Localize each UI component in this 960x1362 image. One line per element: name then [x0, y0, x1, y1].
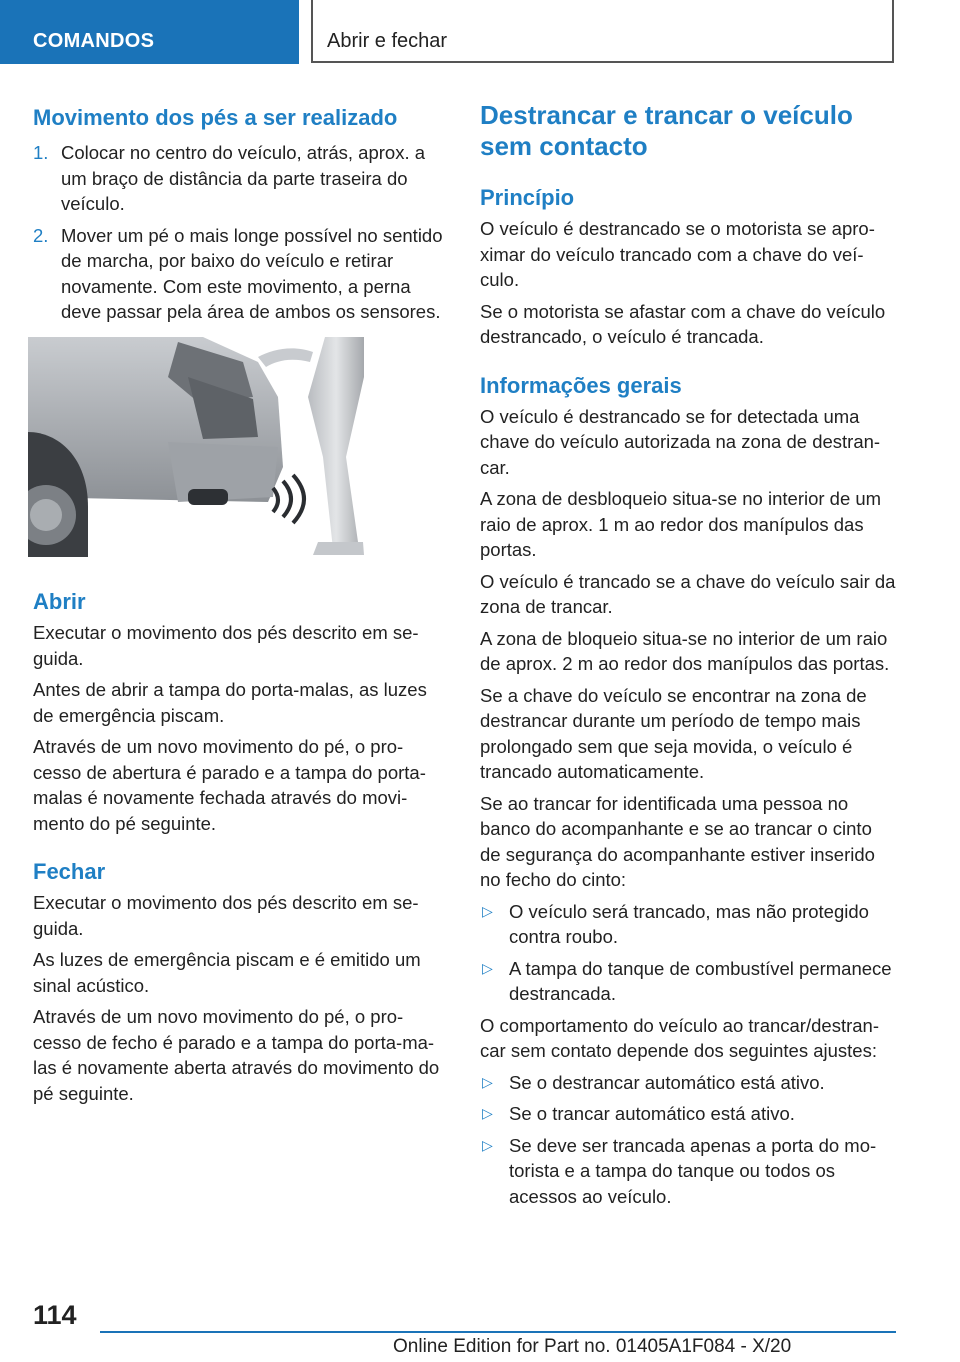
principio-paragraph-2: Se o motorista se afastar com a chave do veículo destrancado, o veículo é trancada.: [480, 300, 886, 347]
abrir-paragraph-1: Executar o movimento dos pés descrito em seguida.: [33, 622, 419, 669]
step-text: Mover um pé o mais longe possível no sentido de marcha, por baixo do veículo e retirar novamente. Com este movimento, a perna deve passar pela área de ambos os sensores.: [61, 224, 443, 322]
bullet-text: Se o destrancar automático está ativo.: [509, 1071, 825, 1093]
car-rear-foot-illustration: [28, 337, 364, 557]
heading-keyless-entry: Destrancar e trancar o veículo sem contacto: [480, 100, 853, 161]
fechar-paragraph-2: As luzes de emergência piscam e é emitido um sinal acústico.: [33, 949, 421, 996]
bullet-text: Se o trancar automático está ativo.: [509, 1103, 795, 1124]
fechar-paragraph-3: Através de um novo movimento do pé, o processo de fecho é parado e a tampa do porta-malas é novamente aberta através do movimento do pé seguinte.: [33, 1006, 440, 1104]
bullet-text: Se deve ser trancada apenas a porta do motorista e a tampa do tanque ou todos os acessos ao veículo.: [509, 1134, 877, 1207]
heading-principio: Princípio: [480, 185, 575, 210]
bullet-text: O veículo será trancado, mas não protegido contra roubo.: [509, 900, 869, 947]
principio-paragraph-1: O veículo é destrancado se o motorista se aproximar do veículo trancado com a chave do veículo.: [480, 218, 875, 290]
info-paragraph-3: O veículo é trancado se a chave do veículo sair da zona de trancar.: [480, 570, 896, 617]
abrir-paragraph-2: Antes de abrir a tampa do porta-malas, as luzes de emergência piscam.: [33, 679, 427, 726]
steps-list: [33, 140, 443, 325]
info-paragraph-6: Se ao trancar for identificada uma pessoa no banco do acompanhante e se ao trancar o cinto de segurança do acompanhante estiver inserido no fecho do cinto:: [480, 792, 875, 890]
step-number: 2.: [33, 224, 49, 246]
header-section-tab: [0, 0, 299, 64]
info-paragraph-1: O veículo é destrancado se for detectada uma chave do veículo autorizada na zona de destrancar.: [480, 405, 881, 478]
footer-divider: [100, 1331, 896, 1333]
list-item: [480, 956, 896, 1007]
triangle-bullet-icon: ▷: [482, 1136, 493, 1153]
left-column-lower: [33, 588, 443, 1106]
heading-fechar: Fechar: [33, 859, 106, 884]
abrir-paragraph-3: Através de um novo movimento do pé, o processo de abertura é parado e a tampa do porta-malas é novamente fechada através do movimento do pé seguinte.: [33, 736, 426, 834]
header-subsection-box: [311, 0, 894, 63]
triangle-bullet-icon: ▷: [482, 1105, 493, 1121]
fechar-paragraph-1: Executar o movimento dos pés descrito em seguida.: [33, 892, 419, 939]
info-paragraph-2: A zona de desbloqueio situa-se no interior de um raio de aprox. 1 m ao redor dos manípulos das portas.: [480, 488, 882, 560]
settings-bullets: [480, 1070, 896, 1210]
foot-gesture-illustration: [28, 337, 364, 557]
page-number: 114: [33, 1300, 77, 1330]
right-column: [480, 100, 896, 1209]
step-item: [33, 223, 443, 325]
header-subsection-label: Abrir e fechar: [327, 30, 448, 52]
heading-informacoes-gerais: Informações gerais: [480, 372, 682, 398]
list-item: [480, 1101, 896, 1127]
footer-edition: Online Edition for Part no. 01405A1F084 - X/20: [393, 1336, 792, 1357]
triangle-bullet-icon: ▷: [482, 1073, 493, 1090]
info-paragraph-5: Se a chave do veículo se encontrar na zona de destrancar durante um período de tempo mais prolongado sem que seja movida, o veículo é trancado automaticamente.: [480, 684, 867, 782]
left-column: [33, 100, 443, 325]
triangle-bullet-icon: ▷: [482, 902, 493, 919]
info-paragraph-4: A zona de bloqueio situa-se no interior de um raio de aprox. 2 m ao redor dos manípulos das portas.: [480, 627, 890, 674]
heading-abrir: Abrir: [33, 589, 86, 614]
info-paragraph-7: O comportamento do veículo ao trancar/destrancar sem contato depende dos seguintes ajustes:: [480, 1014, 879, 1061]
triangle-bullet-icon: ▷: [482, 959, 493, 976]
step-number: 1.: [33, 142, 49, 163]
passenger-bullets: [480, 899, 896, 1007]
heading-foot-movement: Movimento dos pés a ser realizado: [33, 105, 398, 130]
step-item: [33, 140, 443, 217]
list-item: [480, 899, 896, 950]
bullet-text: A tampa do tanque de combustível permanece destrancada.: [509, 957, 892, 1004]
list-item: [480, 1070, 896, 1096]
header-section-label: COMANDOS: [33, 30, 155, 52]
step-text: Colocar no centro do veículo, atrás, aprox. a um braço de distância da parte traseira do veículo.: [61, 142, 426, 214]
list-item: [480, 1133, 896, 1210]
